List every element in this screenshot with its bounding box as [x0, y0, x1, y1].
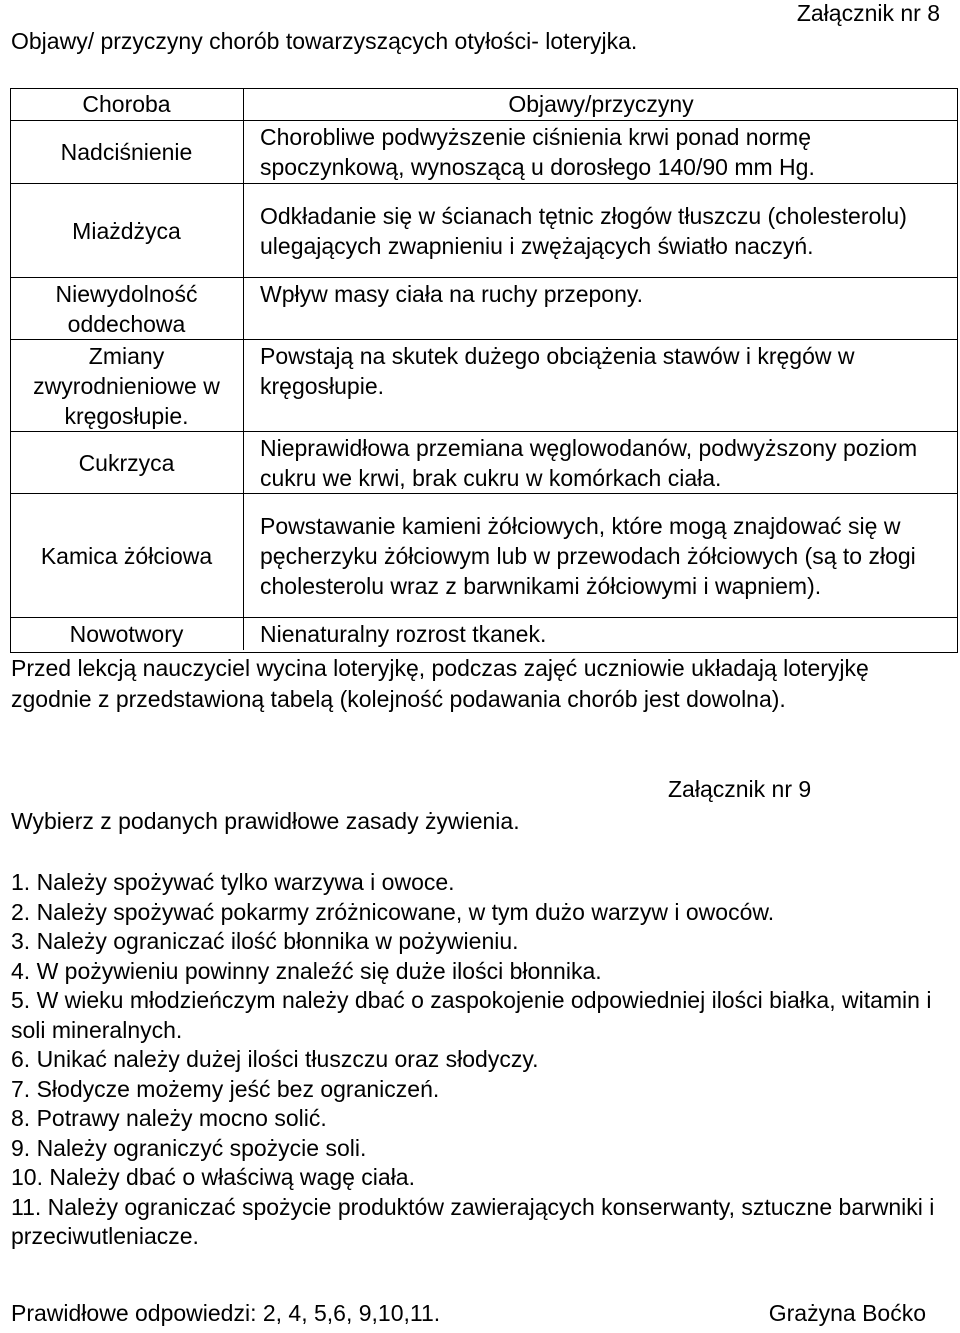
list-item: 1. Należy spożywać tylko warzywa i owoce.: [11, 869, 455, 895]
symptoms-cell: Powstają na skutek dużego obciążenia stawów i kręgów w kręgosłupie.: [244, 340, 959, 432]
list-item: 10. Należy dbać o właściwą wagę ciała.: [11, 1164, 415, 1190]
list-item: 11. Należy ograniczać spożycie produktów zawierających konserwanty, sztuczne barwniki i przeciwutleniacze.: [11, 1193, 935, 1249]
disease-cell: Niewydolność oddechowa: [10, 278, 244, 340]
disease-cell: Nadciśnienie: [10, 121, 244, 184]
table-row: [10, 121, 958, 184]
list-item: 5. W wieku młodzieńczym należy dbać o zaspokojenie odpowiedniej ilości białka, witamin i soli mineralnych.: [11, 987, 932, 1043]
table-header-row: [10, 88, 958, 121]
document-title: Objawy/ przyczyny chorób towarzyszących otyłości- loteryjka.: [11, 28, 638, 54]
list-item: 4. W pożywieniu powinny znaleźć się duże ilości błonnika.: [11, 957, 602, 984]
table-row: [10, 432, 958, 494]
symptoms-cell: Nienaturalny rozrost tkanek.: [260, 620, 547, 647]
header-disease: Choroba: [10, 88, 244, 121]
correct-answers: Prawidłowe odpowiedzi: 2, 4, 5,6, 9,10,11.: [11, 1300, 441, 1326]
diseases-table: [10, 88, 958, 650]
symptoms-cell: Nieprawidłowa przemiana węglowodanów, podwyższony poziom cukru we krwi, brak cukru w komórkach ciała.: [244, 432, 959, 494]
list-item: 6. Unikać należy dużej ilości tłuszczu oraz słodyczy.: [11, 1046, 539, 1072]
list-item: 9. Należy ograniczyć spożycie soli.: [11, 1134, 367, 1161]
table-row: [10, 340, 958, 432]
header-symptoms: Objawy/przyczyny: [244, 88, 959, 121]
annex-9-label: Załącznik nr 9: [668, 776, 812, 802]
symptoms-cell: Chorobliwe podwyższenie ciśnienia krwi ponad normę spoczynkową, wynoszącą u dorosłego 140/90 mm Hg.: [244, 121, 959, 184]
symptoms-cell: Wpływ masy ciała na ruchy przepony.: [244, 278, 959, 340]
list-item: 2. Należy spożywać pokarmy zróżnicowane, w tym dużo warzyw i owoców.: [11, 898, 775, 925]
table-row: [10, 618, 958, 650]
table-row: [10, 278, 958, 340]
disease-cell: Miażdżyca: [10, 184, 244, 278]
disease-cell: Kamica żółciowa: [10, 494, 244, 618]
list-item: 8. Potrawy należy mocno solić.: [11, 1105, 327, 1131]
table-row: [10, 494, 958, 618]
disease-cell: Cukrzyca: [10, 432, 244, 494]
list-item: 3. Należy ograniczać ilość błonnika w pożywieniu.: [11, 928, 519, 954]
instruction-paragraph: Przed lekcją nauczyciel wycina loteryjkę, podczas zajęć uczniowie układają loteryjkę zgodnie z przedstawioną tabelą (kolejność podawania chorób jest dowolna).: [11, 655, 869, 712]
rules-list: [11, 868, 941, 1252]
disease-cell: Zmiany zwyrodnieniowe w kręgosłupie.: [10, 340, 244, 432]
symptoms-cell: Odkładanie się w ścianach tętnic złogów tłuszczu (cholesterolu) ulegających zwapnieniu i zwężających światło naczyń.: [244, 184, 959, 278]
table-row: [10, 184, 958, 278]
author-name: Grażyna Boćko: [768, 1300, 926, 1326]
disease-cell: Nowotwory: [10, 618, 244, 650]
rules-title: Wybierz z podanych prawidłowe zasady żywienia.: [11, 808, 520, 834]
list-item: 7. Słodycze możemy jeść bez ograniczeń.: [11, 1075, 440, 1102]
annex-8-label: Załącznik nr 8: [796, 0, 940, 26]
symptoms-cell: Powstawanie kamieni żółciowych, które mogą znajdować się w pęcherzyku żółciowym lub w przewodach żółciowych (są to złogi cholesterolu wraz z barwnikami żółciowymi i wapniem).: [244, 494, 959, 618]
